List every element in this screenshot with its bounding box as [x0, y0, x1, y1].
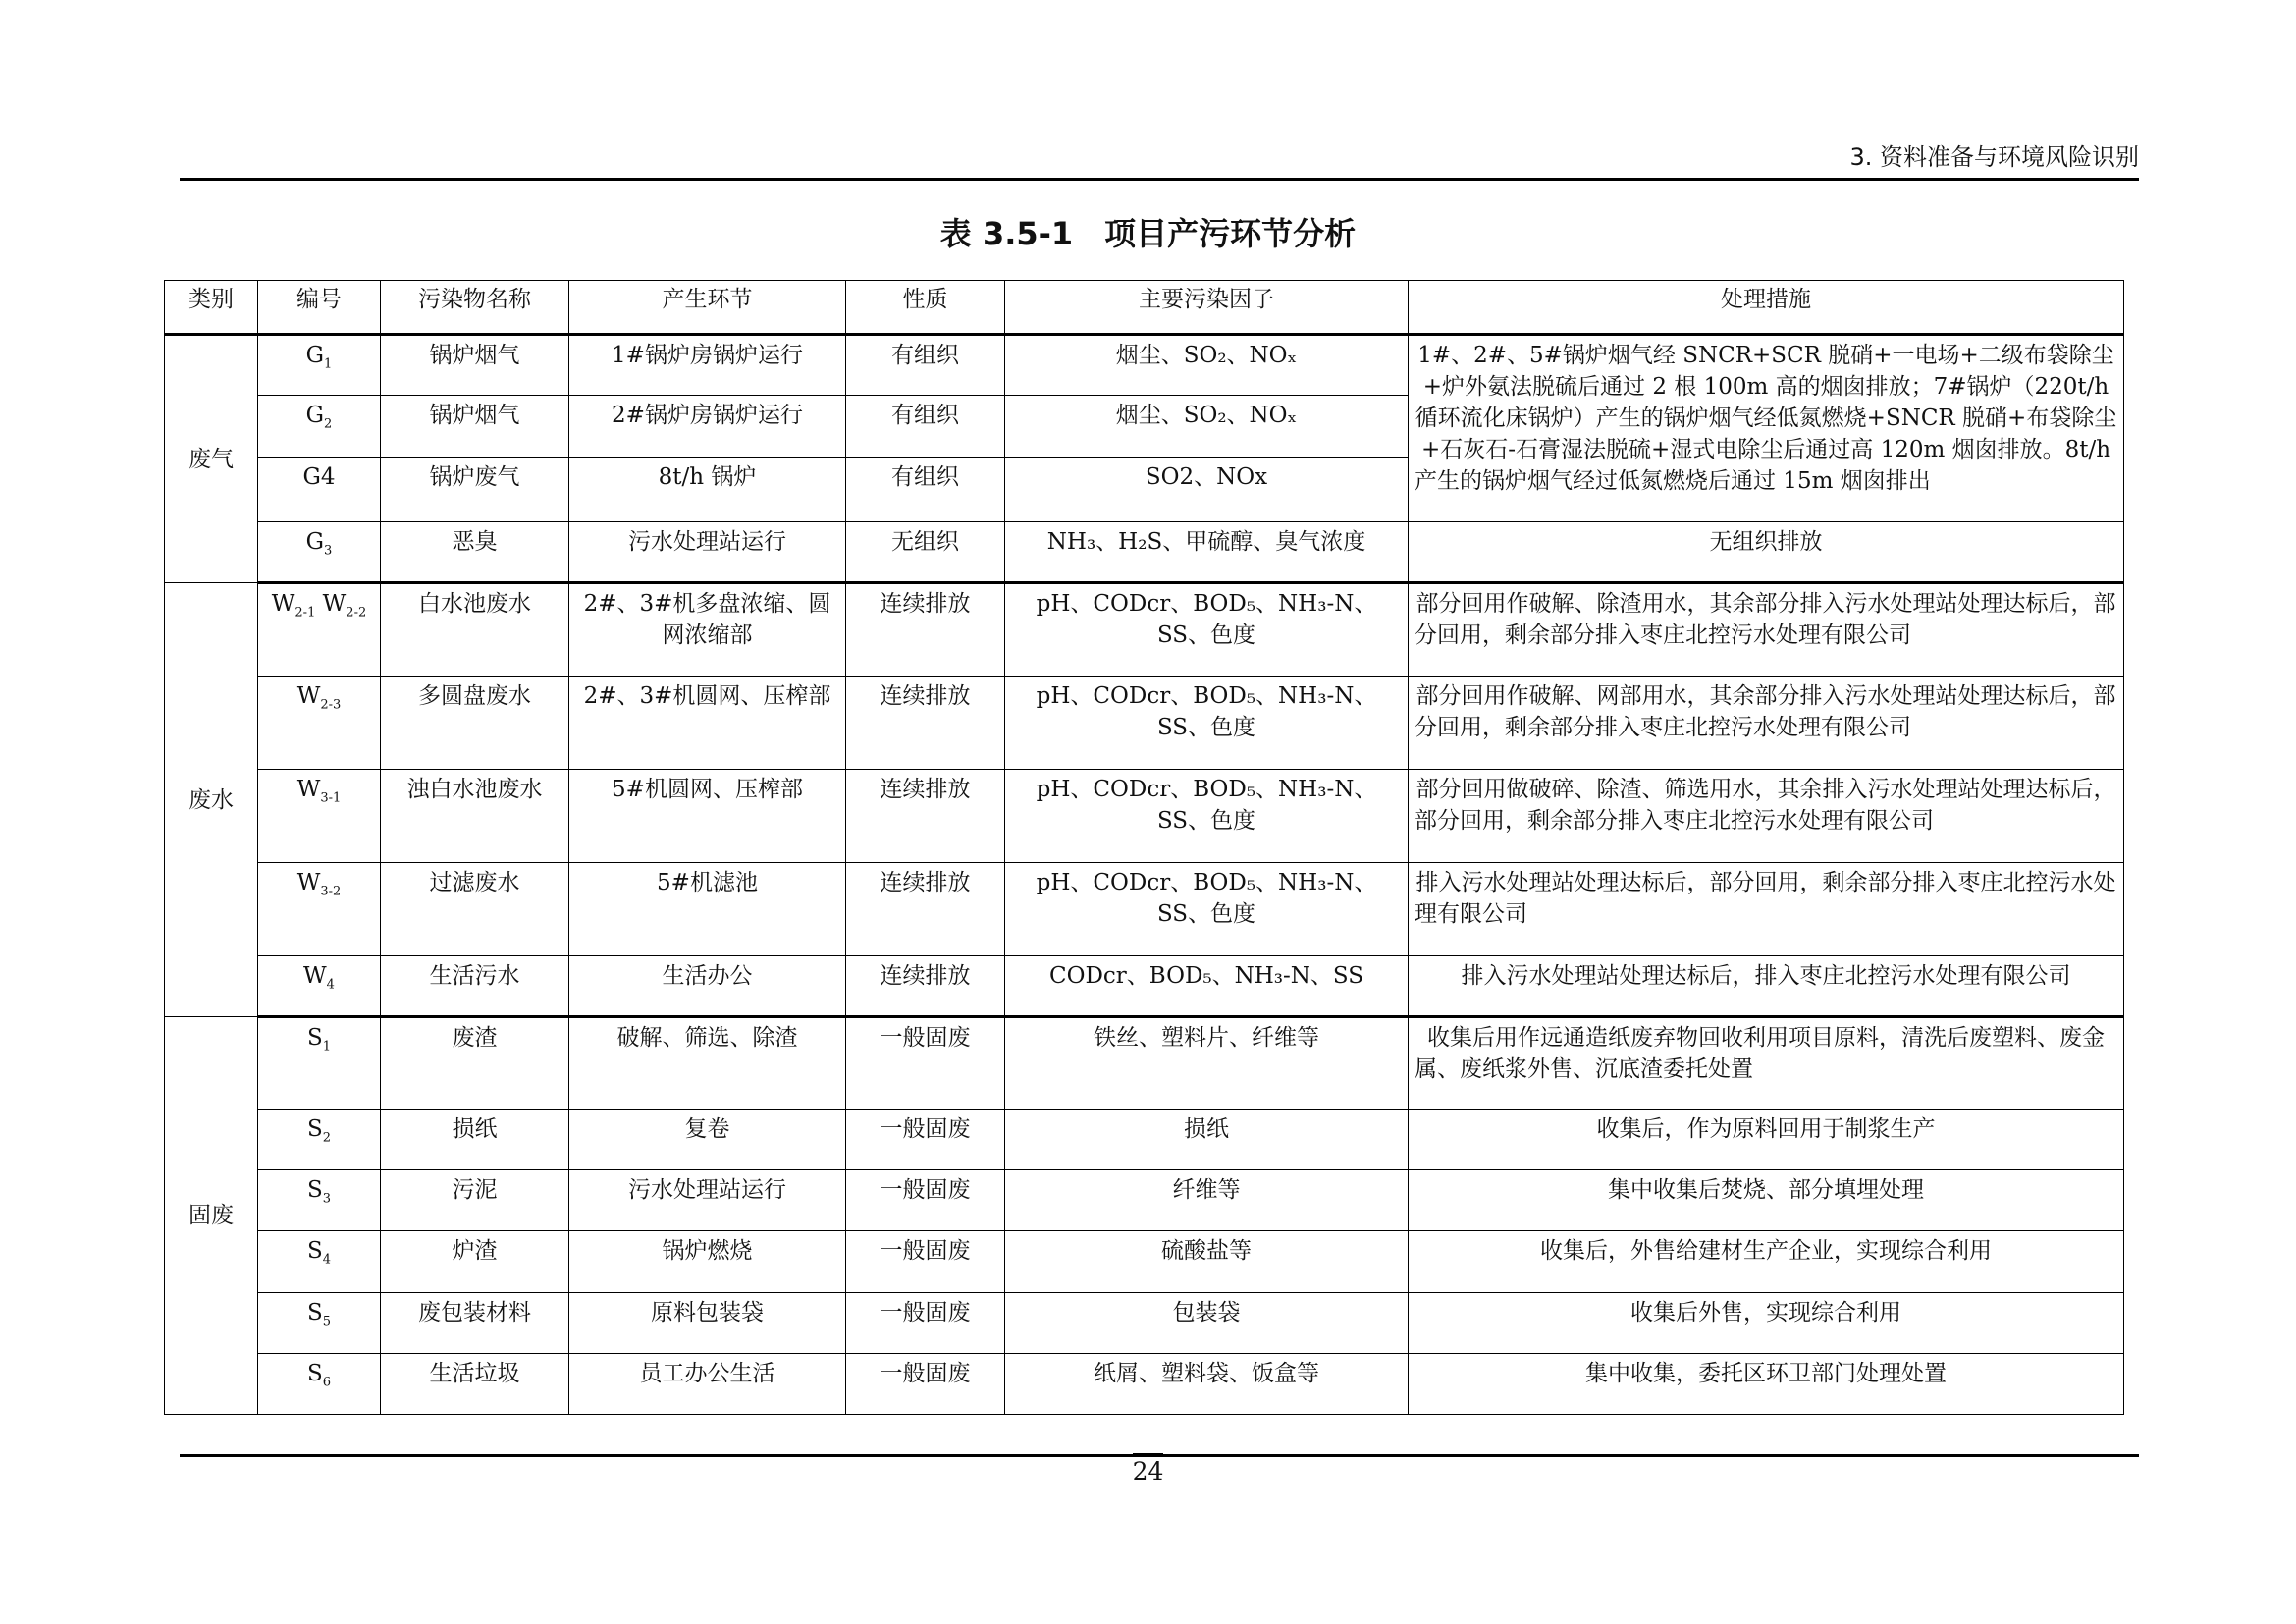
stage-cell: 污水处理站运行 — [569, 1170, 846, 1231]
pollutant-cell: 白水池废水 — [381, 583, 569, 677]
group-water — [165, 583, 2124, 1017]
stage-cell: 1#锅炉房锅炉运行 — [569, 335, 846, 396]
col-header-factors: 主要污染因子 — [1005, 281, 1409, 335]
code-cell: $W_{3-1}$ — [258, 770, 381, 863]
group-solid — [165, 1017, 2124, 1415]
table-title: 表 3.5-1 项目产污环节分析 — [939, 215, 1357, 252]
measures-cell: 收集后用作远通造纸废弃物回收利用项目原料，清洗后废塑料、废金属、废纸浆外售、沉底渣委托处置 — [1409, 1017, 2124, 1110]
code-cell: $G_2$ — [258, 396, 381, 458]
col-header-nature: 性质 — [846, 281, 1005, 335]
factors-cell: 硫酸盐等 — [1005, 1231, 1409, 1293]
factors-cell: pH、CODcr、BOD₅、NH₃-N、SS、色度 — [1005, 863, 1409, 956]
page-number-text: 24 — [1133, 1453, 1164, 1486]
col-header-code: 编号 — [258, 281, 381, 335]
factors-cell: 烟尘、SO₂、NOₓ — [1005, 396, 1409, 458]
factors-cell: pH、CODcr、BOD₅、NH₃-N、SS、色度 — [1005, 770, 1409, 863]
code-cell: $W_4$ — [258, 956, 381, 1017]
category-cell: 废水 — [165, 583, 258, 1017]
code-cell: $S_6$ — [258, 1354, 381, 1415]
measures-cell: 集中收集后焚烧、部分填埋处理 — [1409, 1170, 2124, 1231]
pollutant-cell: 污泥 — [381, 1170, 569, 1231]
table-row — [165, 1293, 2124, 1354]
code-cell: $W_{2-3}$ — [258, 677, 381, 770]
pollutant-cell: 废渣 — [381, 1017, 569, 1110]
stage-cell: 5#机滤池 — [569, 863, 846, 956]
factors-cell: 烟尘、SO₂、NOₓ — [1005, 335, 1409, 396]
stage-cell: 锅炉燃烧 — [569, 1231, 846, 1293]
factors-cell: NH₃、H₂S、甲硫醇、臭气浓度 — [1005, 522, 1409, 583]
factors-cell: SO2、NOx — [1005, 458, 1409, 522]
factors-cell: 损纸 — [1005, 1110, 1409, 1170]
table-row — [165, 863, 2124, 956]
measures-cell: 收集后，外售给建材生产企业，实现综合利用 — [1409, 1231, 2124, 1293]
nature-cell: 有组织 — [846, 396, 1005, 458]
measures-cell: 集中收集，委托区环卫部门处理处置 — [1409, 1354, 2124, 1415]
factors-cell: pH、CODcr、BOD₅、NH₃-N、SS、色度 — [1005, 583, 1409, 677]
pollutant-cell: 恶臭 — [381, 522, 569, 583]
table-row — [165, 1170, 2124, 1231]
pollutant-cell: 浊白水池废水 — [381, 770, 569, 863]
code-cell: $S_2$ — [258, 1110, 381, 1170]
measures-cell: 收集后外售，实现综合利用 — [1409, 1293, 2124, 1354]
nature-cell: 一般固废 — [846, 1110, 1005, 1170]
measures-cell: 1#、2#、5#锅炉烟气经 SNCR+SCR 脱硝+一电场+二级布袋除尘+炉外氨法脱硫后通过 2 根 100m 高的烟囱排放；7#锅炉（220t/h 循环流化床锅炉）产生的锅炉烟气经低氮燃烧+SNCR 脱硝+布袋除尘+石灰石-石膏湿法脱硫+湿式电除尘后通过高 120m 烟囱排放。8t/h 产生的锅炉烟气经过低氮燃烧后通过 15m 烟囱排出 — [1409, 335, 2124, 522]
nature-cell: 连续排放 — [846, 770, 1005, 863]
page-number — [0, 1457, 2296, 1486]
code-cell: $S_4$ — [258, 1231, 381, 1293]
stage-cell: 2#锅炉房锅炉运行 — [569, 396, 846, 458]
pollutant-cell: 生活垃圾 — [381, 1354, 569, 1415]
measures-cell: 部分回用作破解、除渣用水，其余部分排入污水处理站处理达标后，部分回用，剩余部分排入枣庄北控污水处理有限公司 — [1409, 583, 2124, 677]
measures-cell: 收集后，作为原料回用于制浆生产 — [1409, 1110, 2124, 1170]
col-header-stage: 产生环节 — [569, 281, 846, 335]
pollutant-cell: 废包装材料 — [381, 1293, 569, 1354]
factors-cell: pH、CODcr、BOD₅、NH₃-N、SS、色度 — [1005, 677, 1409, 770]
table-row — [165, 1110, 2124, 1170]
table-row — [165, 335, 2124, 396]
stage-cell: 2#、3#机圆网、压榨部 — [569, 677, 846, 770]
code-cell: $S_1$ — [258, 1017, 381, 1110]
factors-cell: 铁丝、塑料片、纤维等 — [1005, 1017, 1409, 1110]
table-header-row — [165, 281, 2124, 335]
measures-cell: 部分回用作破解、网部用水，其余部分排入污水处理站处理达标后，部分回用，剩余部分排入枣庄北控污水处理有限公司 — [1409, 677, 2124, 770]
stage-cell: 破解、筛选、除渣 — [569, 1017, 846, 1110]
pollutant-cell: 锅炉废气 — [381, 458, 569, 522]
factors-cell: 包装袋 — [1005, 1293, 1409, 1354]
code-cell: $G_3$ — [258, 522, 381, 583]
col-header-category: 类别 — [165, 281, 258, 335]
nature-cell: 无组织 — [846, 522, 1005, 583]
measures-cell: 部分回用做破碎、除渣、筛选用水，其余排入污水处理站处理达标后，部分回用，剩余部分排入枣庄北控污水处理有限公司 — [1409, 770, 2124, 863]
table-row — [165, 770, 2124, 863]
stage-cell: 污水处理站运行 — [569, 522, 846, 583]
pollutant-cell: 生活污水 — [381, 956, 569, 1017]
table-row — [165, 1354, 2124, 1415]
stage-cell: 生活办公 — [569, 956, 846, 1017]
pollution-table — [164, 280, 2124, 1415]
factors-cell: 纤维等 — [1005, 1170, 1409, 1231]
header-rule — [180, 178, 2139, 181]
pollutant-cell: 多圆盘废水 — [381, 677, 569, 770]
nature-cell: 一般固废 — [846, 1231, 1005, 1293]
code-cell: $G_1$ — [258, 335, 381, 396]
nature-cell: 连续排放 — [846, 677, 1005, 770]
table-row — [165, 1231, 2124, 1293]
running-header: 3. 资料准备与环境风险识别 — [1849, 143, 2139, 171]
pollutant-cell: 损纸 — [381, 1110, 569, 1170]
code-cell: $W_{2-1}$ $W_{2-2}$ — [258, 583, 381, 677]
code-cell: $W_{3-2}$ — [258, 863, 381, 956]
table-row — [165, 1017, 2124, 1110]
nature-cell: 连续排放 — [846, 583, 1005, 677]
col-header-pollutant: 污染物名称 — [381, 281, 569, 335]
pollutant-cell: 过滤废水 — [381, 863, 569, 956]
factors-cell: CODcr、BOD₅、NH₃-N、SS — [1005, 956, 1409, 1017]
nature-cell: 一般固废 — [846, 1354, 1005, 1415]
nature-cell: 有组织 — [846, 458, 1005, 522]
code-cell: G4 — [258, 458, 381, 522]
code-cell: $S_3$ — [258, 1170, 381, 1231]
nature-cell: 一般固废 — [846, 1293, 1005, 1354]
table-row — [165, 956, 2124, 1017]
pollutant-cell: 锅炉烟气 — [381, 335, 569, 396]
pollutant-cell: 炉渣 — [381, 1231, 569, 1293]
col-header-measures: 处理措施 — [1409, 281, 2124, 335]
stage-cell: 5#机圆网、压榨部 — [569, 770, 846, 863]
category-cell: 固废 — [165, 1017, 258, 1415]
table-row — [165, 677, 2124, 770]
factors-cell: 纸屑、塑料袋、饭盒等 — [1005, 1354, 1409, 1415]
nature-cell: 一般固废 — [846, 1017, 1005, 1110]
table-row — [165, 522, 2124, 583]
measures-cell: 排入污水处理站处理达标后，部分回用，剩余部分排入枣庄北控污水处理有限公司 — [1409, 863, 2124, 956]
stage-cell: 员工办公生活 — [569, 1354, 846, 1415]
code-cell: $S_5$ — [258, 1293, 381, 1354]
nature-cell: 连续排放 — [846, 956, 1005, 1017]
nature-cell: 有组织 — [846, 335, 1005, 396]
stage-cell: 复卷 — [569, 1110, 846, 1170]
stage-cell: 原料包装袋 — [569, 1293, 846, 1354]
nature-cell: 连续排放 — [846, 863, 1005, 956]
group-gas — [165, 335, 2124, 583]
pollutant-cell: 锅炉烟气 — [381, 396, 569, 458]
stage-cell: 8t/h 锅炉 — [569, 458, 846, 522]
measures-cell: 排入污水处理站处理达标后，排入枣庄北控污水处理有限公司 — [1409, 956, 2124, 1017]
category-cell: 废气 — [165, 335, 258, 583]
nature-cell: 一般固废 — [846, 1170, 1005, 1231]
table-row — [165, 583, 2124, 677]
stage-cell: 2#、3#机多盘浓缩、圆网浓缩部 — [569, 583, 846, 677]
measures-cell: 无组织排放 — [1409, 522, 2124, 583]
